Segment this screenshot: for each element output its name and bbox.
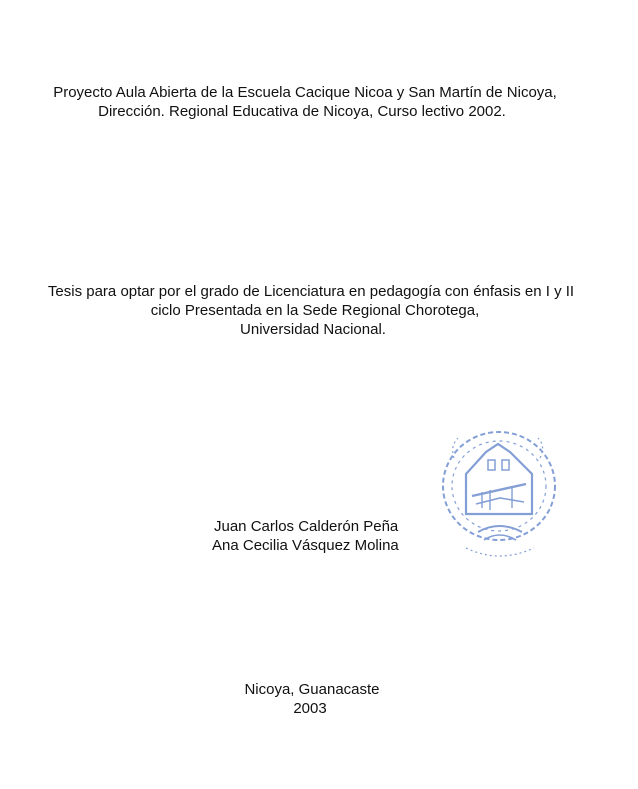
thesis-line-3: Universidad Nacional. [240, 321, 386, 338]
authors [212, 517, 442, 555]
place-and-year [0, 680, 638, 718]
thesis-line-2: ciclo Presentada en la Sede Regional Chorotega, [150, 302, 480, 319]
project-title [0, 83, 638, 121]
project-title-line-1: Proyecto Aula Abierta de la Escuela Cacique Nicoa y San Martín de Nicoya, [53, 84, 557, 101]
thesis-line-1: Tesis para optar por el grado de Licenciatura en pedagogía con énfasis en I y II [47, 283, 575, 300]
university-seal-icon [436, 418, 562, 568]
author-2: Ana Cecilia Vásquez Molina [212, 537, 399, 554]
place-city: Nicoya, Guanacaste [244, 681, 380, 698]
author-1: Juan Carlos Calderón Peña [214, 518, 399, 535]
project-title-line-2: Dirección. Regional Educativa de Nicoya, Curso lectivo 2002. [98, 103, 506, 120]
place-year: 2003 [293, 700, 327, 717]
thesis-statement [0, 282, 638, 339]
